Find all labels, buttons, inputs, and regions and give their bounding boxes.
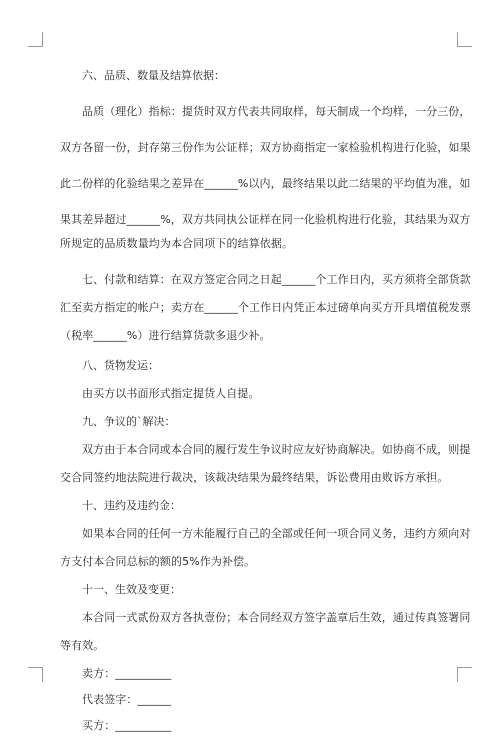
paragraph-line: 如果本合同的任何一方未能履行自己的全部或任何一项合同义务，违约方须向对 [82, 527, 471, 540]
paragraph-line: 果其差异超过______%，双方共同执公证样在同一化验机构进行化验，其结果为双方 [60, 213, 471, 226]
paragraph-line: 品质（理化）指标：提货时双方代表共同取样，每天制成一个均样，一分三份， [82, 105, 471, 118]
section-heading-breach: 十、违约及违约金： [82, 499, 181, 512]
paragraph-line: 双方由于本合同或本合同的履行发生争议时应友好协商解决。如协商不成，则提 [82, 443, 471, 456]
section-heading-shipping: 八、货物发运： [82, 359, 159, 372]
corner-mark-bottom-left [28, 667, 43, 682]
paragraph-line: 本合同一式贰份双方各执壹份；本合同经双方签字盖章后生效，通过传真签署同 [82, 611, 471, 624]
corner-mark-bottom-right [457, 667, 472, 682]
section-heading-dispute: 九、争议的`解决： [82, 415, 176, 428]
document-body [60, 64, 471, 738]
buyer-signature-line: 买方：__________ [82, 719, 172, 732]
section-heading-effect: 十一、生效及变更： [82, 583, 181, 596]
corner-mark-top-right [457, 32, 472, 47]
paragraph-line: 此二份样的化验结果之差异在______%以内，最终结果以此二结果的平均值为准，如 [60, 177, 471, 190]
corner-mark-top-left [28, 32, 43, 47]
paragraph-line: 由买方以书面形式指定提货人自提。 [82, 387, 260, 400]
paragraph-line: 等有效。 [60, 639, 105, 652]
seller-signature-line: 卖方：__________ [82, 667, 172, 680]
paragraph-line: 交合同签约地法院进行裁决，该裁决结果为最终结果，诉讼费用由败诉方承担。 [60, 471, 449, 484]
paragraph-line: 汇至卖方指定的帐户；卖方在______个工作日内凭正本过磅单向买方开具增值税发票 [60, 301, 471, 314]
section-heading-quality: 六、品质、数量及结算依据： [82, 69, 225, 82]
paragraph-line: （税率______%）进行结算货款多退少补。 [60, 329, 271, 342]
section-heading-payment: 七、付款和结算：在双方签定合同之日起______个工作日内，买方须将全部货款 [82, 273, 471, 286]
paragraph-line: 方支付本合同总标的额的5%作为补偿。 [60, 555, 256, 568]
paragraph-line: 所规定的品质数量均为本合同项下的结算依据。 [60, 237, 294, 250]
paragraph-line: 双方各留一份，封存第三份作为公证样；双方协商指定一家检验机构进行化验，如果 [60, 141, 471, 154]
representative-signature-line: 代表签字：______ [82, 693, 172, 706]
